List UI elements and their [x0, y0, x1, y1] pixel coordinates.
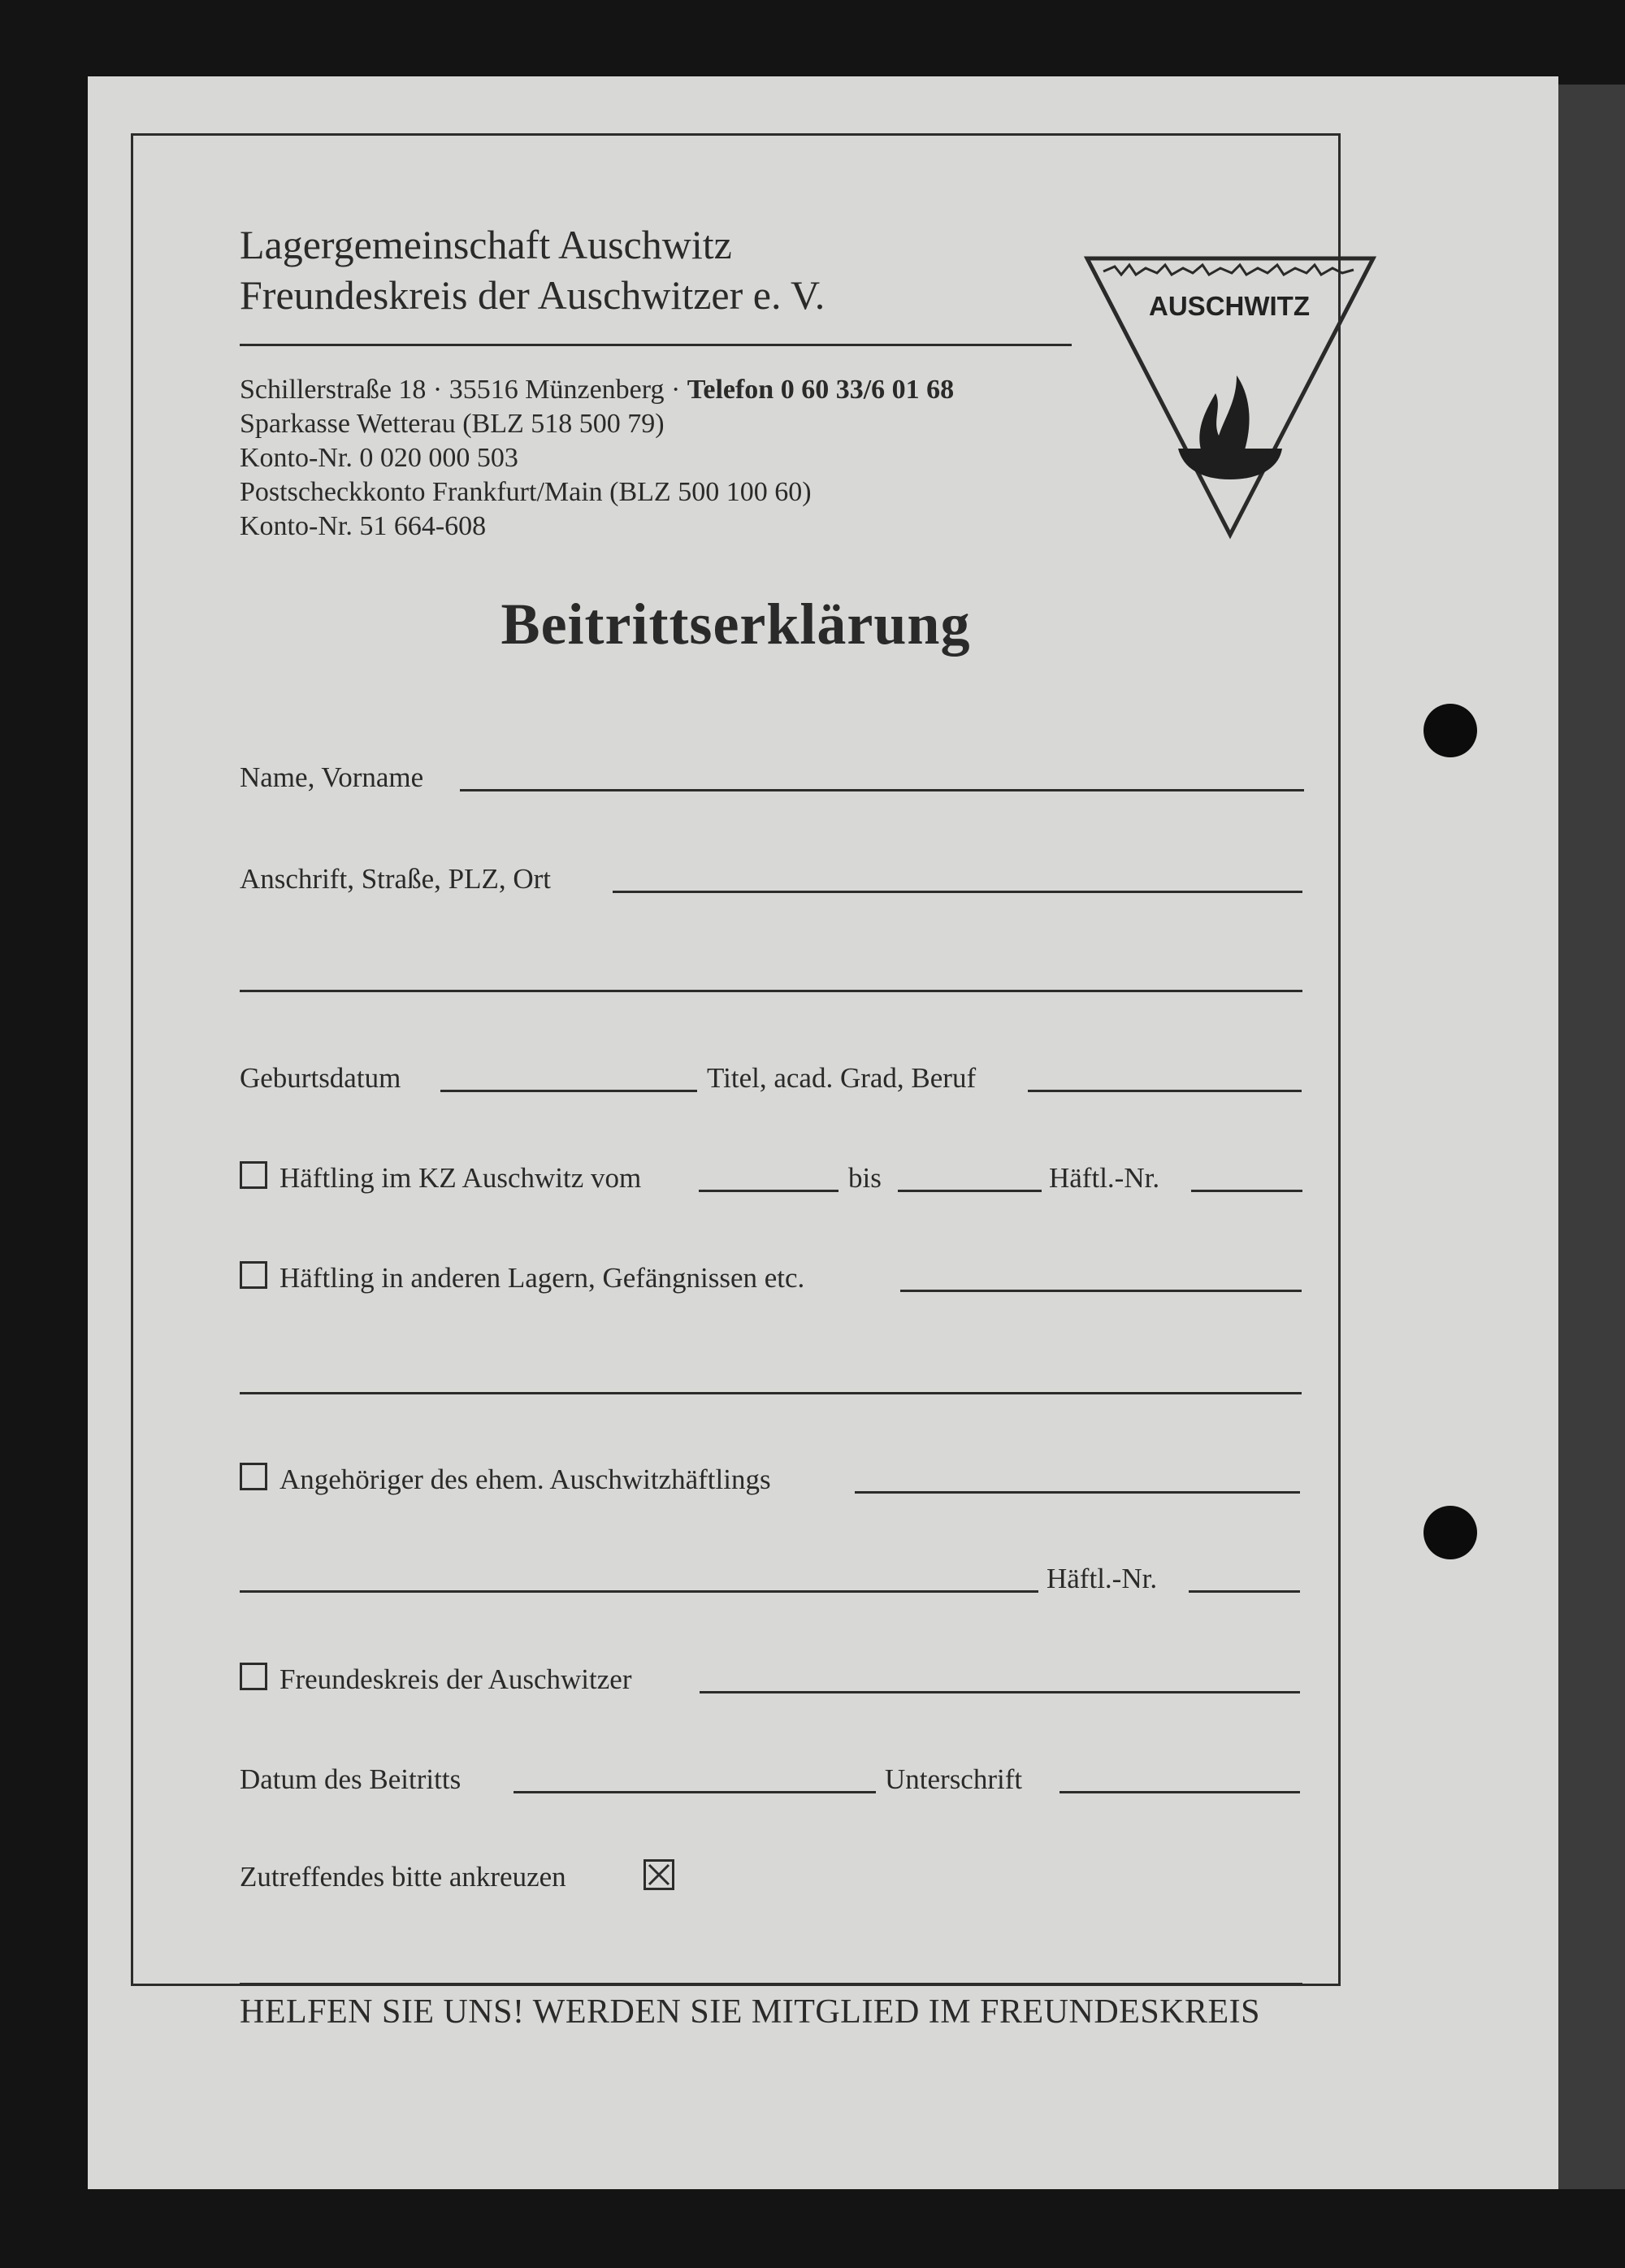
relative-label: Angehöriger des ehem. Auschwitzhäftlings [280, 1464, 771, 1495]
binder-edge [1550, 85, 1625, 2189]
form-title: Beitrittserklärung [500, 592, 971, 657]
join-date-field[interactable] [514, 1791, 876, 1793]
address-line [240, 373, 954, 407]
relative-field-line2[interactable] [240, 1590, 1038, 1593]
footer-slogan: HELFEN SIE UNS! WERDEN SIE MITGLIED IM FREUNDESKREIS [240, 1993, 1261, 2031]
friends-circle-field[interactable] [700, 1691, 1300, 1693]
org-name-line2: Freundeskreis der Auschwitzer e. V. [240, 272, 826, 318]
address-field-line2[interactable] [240, 990, 1302, 992]
bank-line-1: Sparkasse Wetterau (BLZ 518 500 79) [240, 409, 665, 439]
relative-number-label: Häftl.-Nr. [1046, 1563, 1158, 1594]
join-date-label: Datum des Beitritts [240, 1763, 462, 1795]
account-line-2: Konto-Nr. 51 664-608 [240, 511, 487, 541]
relative-field[interactable] [855, 1491, 1300, 1494]
relative-checkbox[interactable] [240, 1463, 267, 1490]
profession-label: Titel, acad. Grad, Beruf [707, 1062, 977, 1094]
account-line-1: Konto-Nr. 0 020 000 503 [240, 443, 518, 473]
profession-field[interactable] [1028, 1090, 1302, 1092]
logo-text: AUSCHWITZ [1149, 291, 1310, 321]
bank-line-2: Postscheckkonto Frankfurt/Main (BLZ 500 100 60) [240, 477, 812, 507]
prisoner-other-camps-label: Häftling in anderen Lagern, Gefängnissen etc. [280, 1262, 805, 1294]
friends-circle-label: Freundeskreis der Auschwitzer [280, 1663, 632, 1695]
address-street: Schillerstraße 18 · 35516 Münzenberg · [240, 375, 687, 405]
birthdate-field[interactable] [440, 1090, 697, 1092]
header-divider [240, 344, 1072, 346]
hint-label: Zutreffendes bitte ankreuzen [240, 1861, 566, 1893]
prisoner-until-field[interactable] [898, 1190, 1042, 1192]
prisoner-other-camps-checkbox[interactable] [240, 1261, 267, 1289]
address-field[interactable] [613, 891, 1302, 893]
name-field[interactable] [460, 789, 1304, 791]
name-label: Name, Vorname [240, 761, 424, 793]
relative-number-field[interactable] [1189, 1590, 1300, 1593]
prisoner-auschwitz-label: Häftling im KZ Auschwitz vom [280, 1162, 642, 1194]
prisoner-from-field[interactable] [699, 1190, 838, 1192]
prisoner-other-camps-field-line2[interactable] [240, 1392, 1302, 1394]
prisoner-other-camps-field[interactable] [900, 1290, 1302, 1292]
birthdate-label: Geburtsdatum [240, 1062, 401, 1094]
signature-field[interactable] [1060, 1791, 1300, 1793]
friends-circle-checkbox[interactable] [240, 1663, 267, 1690]
footer-divider [240, 1983, 1302, 1986]
org-name-line1: Lagergemeinschaft Auschwitz [240, 222, 732, 267]
prisoner-number-field[interactable] [1191, 1190, 1302, 1192]
signature-label: Unterschrift [885, 1763, 1023, 1795]
phone-number: Telefon 0 60 33/6 01 68 [687, 375, 955, 405]
prisoner-until-label: bis [848, 1162, 882, 1194]
address-label: Anschrift, Straße, PLZ, Ort [240, 863, 551, 895]
punch-hole-top [1424, 704, 1477, 757]
example-checked-box [644, 1859, 674, 1890]
prisoner-number-label: Häftl.-Nr. [1049, 1162, 1160, 1194]
flame-bowl-icon [1178, 375, 1282, 479]
prisoner-auschwitz-checkbox[interactable] [240, 1161, 267, 1189]
auschwitz-logo [1082, 254, 1376, 540]
punch-hole-bottom [1424, 1506, 1477, 1559]
